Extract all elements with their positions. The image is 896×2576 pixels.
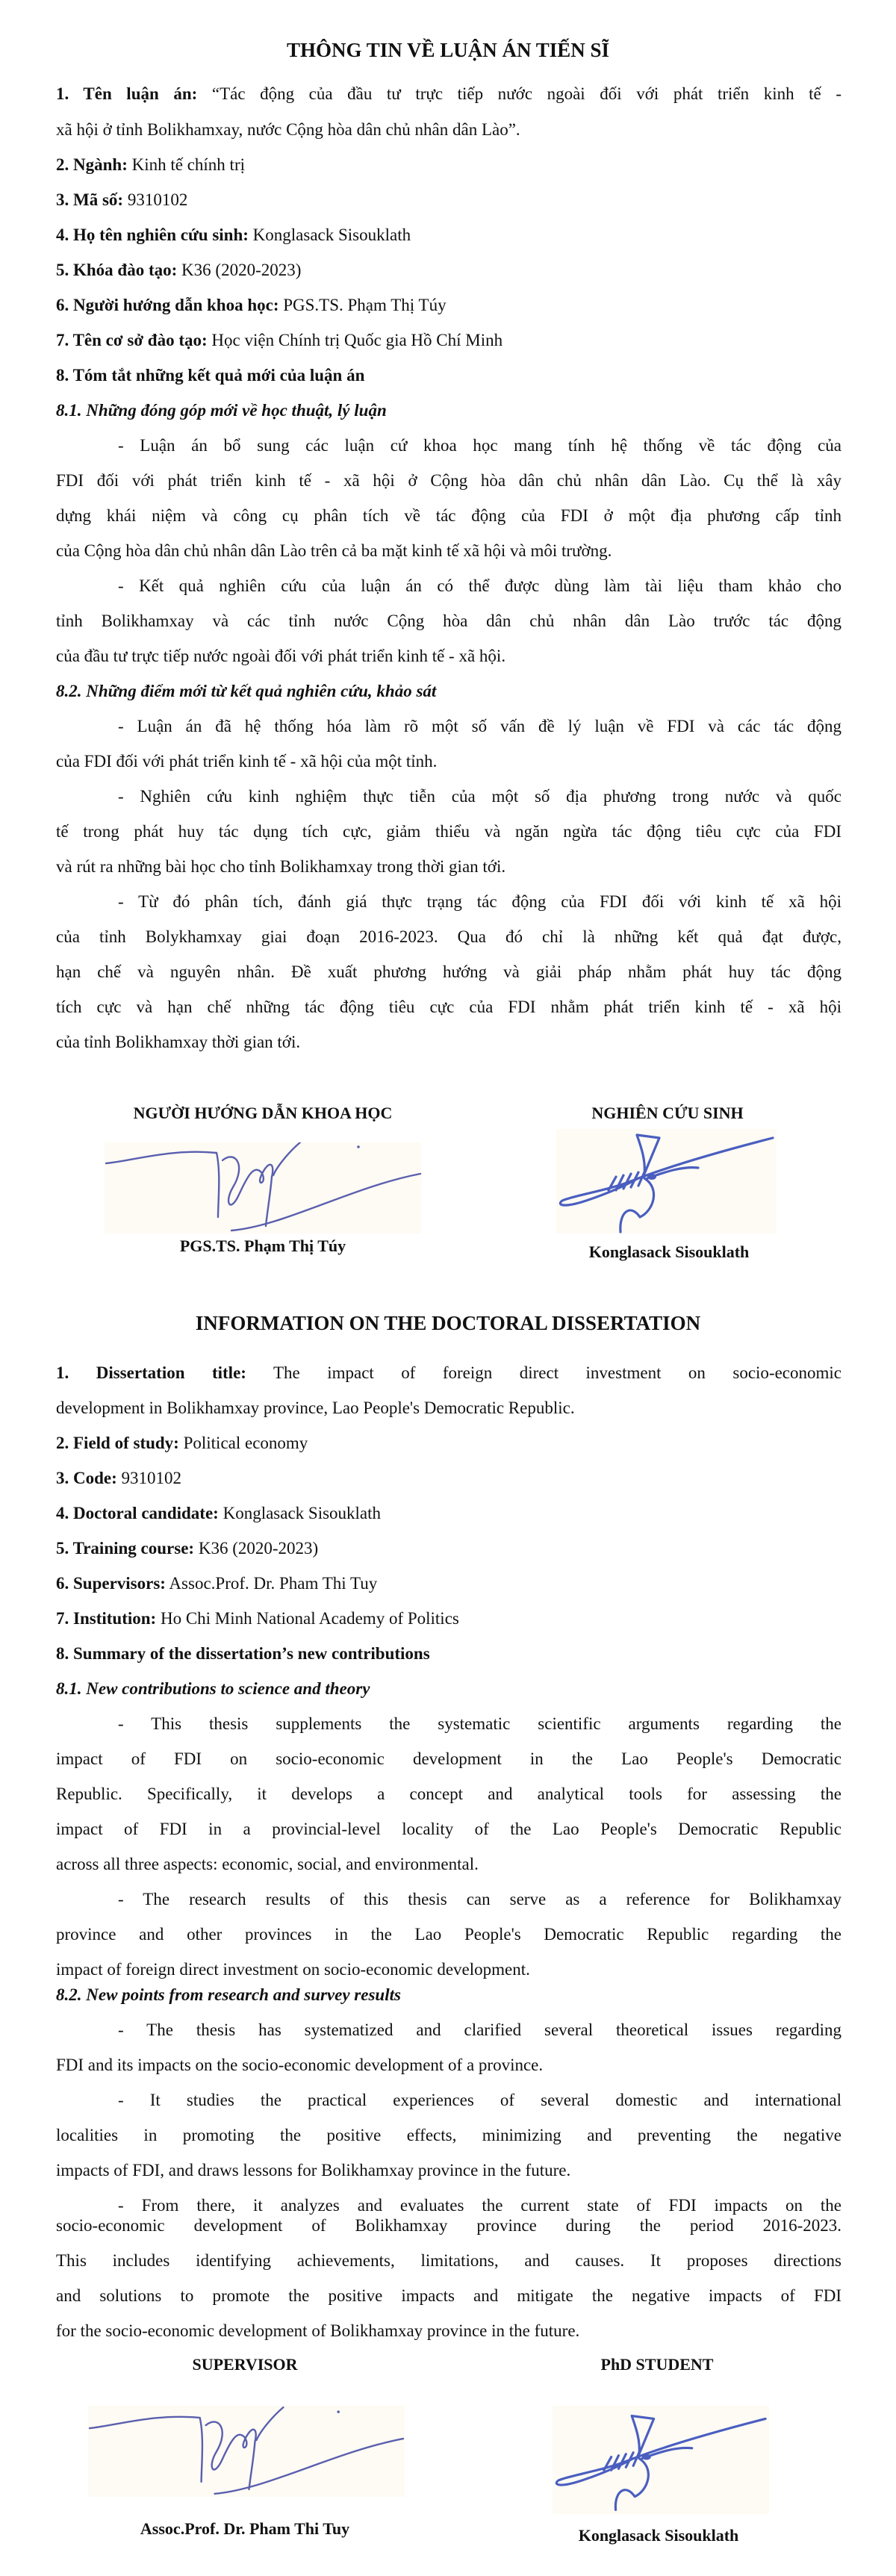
info-item-institution-vi <box>56 330 841 351</box>
paragraph-line: - The research results of this thesis can serve as a reference for Bolikhamxay <box>118 1890 841 1908</box>
section-heading-8-2-vi: 8.2. Những điểm mới từ kết quả nghiên cứu, khảo sát <box>56 682 437 700</box>
item-value: K36 (2020-2023) <box>177 261 302 279</box>
paragraph-line: - Từ đó phân tích, đánh giá thực trạng tác động của FDI đối với kinh tế xã hội <box>118 892 841 911</box>
signature-dot <box>357 1145 360 1148</box>
paragraph-line: của đầu tư trực tiếp nước ngoài đối với phát triển kinh tế - xã hội. <box>56 647 506 665</box>
paragraph-line: tỉnh Bolikhamxay và các tỉnh nước Cộng hòa dân chủ nhân dân Lào trước tác động <box>56 612 841 630</box>
paragraph-line: tế trong phát huy tác dụng tích cực, giảm thiểu và ngăn ngừa tác động tiêu cực của FDI <box>56 822 841 841</box>
paragraph-line: FDI đối với phát triển kinh tế - xã hội ở Cộng hòa dân chủ nhân dân Lào. Cụ thể là xây <box>56 471 841 490</box>
item-label: 8. Tóm tắt những kết quả mới của luận án <box>56 366 365 385</box>
student-name-en: Konglasack Sisouklath <box>578 2526 739 2545</box>
section-heading-8-1-en: 8.1. New contributions to science and theory <box>56 1679 370 1698</box>
item-label: 4. Doctoral candidate: <box>56 1504 219 1522</box>
info-item-candidate-en <box>56 1503 841 1524</box>
info-item-title-vi-cont: xã hội ở tỉnh Bolikhamxay, nước Cộng hòa dân chủ nhân dân Lào”. <box>56 120 520 139</box>
section-heading-8-1-vi: 8.1. Những đóng góp mới về học thuật, lý luận <box>56 401 387 420</box>
item-value: The impact of foreign direct investment on socio-economic <box>246 1363 841 1382</box>
info-item-code-vi <box>56 190 841 211</box>
paragraph-line: province and other provinces in the Lao People's Democratic Republic regarding the <box>56 1925 841 1944</box>
item-value: Kinh tế chính trị <box>127 155 245 174</box>
supervisor-signature-icon <box>105 1142 422 1233</box>
item-value: Political economy <box>178 1434 308 1452</box>
student-signature-icon <box>556 1129 777 1233</box>
supervisor-signature-en <box>88 2406 405 2497</box>
supervisor-name-vi: PGS.TS. Phạm Thị Túy <box>179 1236 346 1255</box>
item-value: “Tác động của đầu tư trực tiếp nước ngoài đối với phát triển kinh tế - <box>197 84 841 103</box>
signature-dot <box>337 2410 340 2413</box>
supervisor-signature-vi <box>105 1142 422 1233</box>
paragraph-line: - Kết quả nghiên cứu của luận án có thể được dùng làm tài liệu tham khảo cho <box>118 576 841 595</box>
paragraph-line: impact of FDI on socio-economic development in the Lao People's Democratic <box>56 1749 841 1768</box>
student-heading-en: PhD STUDENT <box>600 2355 714 2374</box>
item-value: Học viện Chính trị Quốc gia Hồ Chí Minh <box>207 331 503 349</box>
item-value: Konglasack Sisouklath <box>218 1504 382 1522</box>
item-value: K36 (2020-2023) <box>194 1539 319 1558</box>
item-value: Assoc.Prof. Dr. Pham Thi Tuy <box>165 1574 378 1593</box>
signature-blot <box>642 2454 651 2460</box>
student-signature-icon <box>553 2406 769 2514</box>
paragraph-line: - Nghiên cứu kinh nghiệm thực tiễn của một số địa phương trong nước và quốc <box>118 787 841 806</box>
info-item-field-vi <box>56 155 841 175</box>
paragraph-line: tích cực và hạn chế những tác động tiêu cực của FDI nhằm phát triển kinh tế - xã hội <box>56 998 841 1016</box>
paragraph-line: của tỉnh Bolikhamxay thời gian tới. <box>56 1033 301 1051</box>
paragraph-line: impacts of FDI, and draws lessons for Bolikhamxay province in the future. <box>56 2161 571 2180</box>
item-value: 9310102 <box>123 190 188 209</box>
info-item-candidate-vi <box>56 225 841 246</box>
info-item-institution-en <box>56 1608 841 1629</box>
item-label: 7. Institution: <box>56 1609 157 1628</box>
paragraph-line: impact of foreign direct investment on socio-economic development. <box>56 1960 530 1979</box>
item-value: Konglasack Sisouklath <box>248 225 411 244</box>
paragraph-line: của FDI đối với phát triển kinh tế - xã hội của một tỉnh. <box>56 752 438 771</box>
info-item-title-en <box>56 1363 841 1384</box>
page-title-vi: THÔNG TIN VỀ LUẬN ÁN TIẾN SĨ <box>286 39 610 61</box>
paragraph-line: - This thesis supplements the systematic scientific arguments regarding the <box>118 1714 841 1733</box>
paragraph-line: - It studies the practical experiences of several domestic and international <box>118 2091 841 2109</box>
item-label: 1. Dissertation title: <box>56 1363 246 1382</box>
paragraph-line: - Luận án bổ sung các luận cứ khoa học mang tính hệ thống về tác động của <box>118 436 841 455</box>
paragraph-line: Republic. Specifically, it develops a concept and analytical tools for assessing the <box>56 1785 841 1803</box>
paragraph-line: This includes identifying achievements, limitations, and causes. It proposes directions <box>56 2251 841 2270</box>
paragraph-line: localities in promoting the positive effects, minimizing and preventing the negative <box>56 2126 841 2144</box>
supervisor-signature-icon <box>88 2406 405 2497</box>
supervisor-heading-en: SUPERVISOR <box>192 2355 298 2374</box>
item-label: 4. Họ tên nghiên cứu sinh: <box>56 225 249 244</box>
paragraph-line: impact of FDI in a provincial-level locality of the Lao People's Democratic Republic <box>56 1820 841 1838</box>
supervisor-name-en: Assoc.Prof. Dr. Pham Thi Tuy <box>140 2519 350 2538</box>
paragraph-line: for the socio-economic development of Bolikhamxay province in the future. <box>56 2321 580 2340</box>
item-label: 3. Mã số: <box>56 190 124 209</box>
info-item-code-en <box>56 1468 841 1489</box>
paragraph-line: FDI and its impacts on the socio-economic development of a province. <box>56 2056 544 2074</box>
paragraph-line: và rút ra những bài học cho tỉnh Bolikhamxay trong thời gian tới. <box>56 857 506 876</box>
info-item-title-vi <box>56 84 841 105</box>
paragraph-line: - Luận án đã hệ thống hóa làm rõ một số vấn đề lý luận về FDI và các tác động <box>118 717 841 735</box>
info-item-summary-vi <box>56 365 841 386</box>
paragraph-line: - The thesis has systematized and clarified several theoretical issues regarding <box>118 2020 841 2039</box>
paragraph-line: dựng khái niệm và công cụ phân tích về tác động của FDI ở một địa phương cấp tỉnh <box>56 506 841 525</box>
paragraph-line: của tỉnh Bolykhamxay giai đoạn 2016-2023. Qua đó chỉ là những kết quả đạt được, <box>56 927 841 946</box>
info-item-course-en <box>56 1538 841 1559</box>
info-item-course-vi <box>56 260 841 281</box>
item-label: 3. Code: <box>56 1469 117 1487</box>
item-label: 5. Training course: <box>56 1539 195 1558</box>
info-item-field-en <box>56 1433 841 1454</box>
paragraph-line: across all three aspects: economic, social, and environmental. <box>56 1855 479 1873</box>
supervisor-heading-vi: NGƯỜI HƯỚNG DẪN KHOA HỌC <box>133 1104 393 1122</box>
page-title-en: INFORMATION ON THE DOCTORAL DISSERTATION <box>195 1312 701 1334</box>
section-heading-8-2-en: 8.2. New points from research and survey results <box>56 1985 401 2004</box>
item-value: PGS.TS. Phạm Thị Túy <box>279 296 447 314</box>
item-label: 6. Người hướng dẫn khoa học: <box>56 296 279 314</box>
info-item-title-en-cont: development in Bolikhamxay province, Lao People's Democratic Republic. <box>56 1399 575 1417</box>
student-signature-vi <box>556 1129 777 1233</box>
info-item-summary-en <box>56 1643 841 1664</box>
paragraph-line: and solutions to promote the positive impacts and mitigate the negative impacts of FDI <box>56 2286 841 2305</box>
student-signature-en <box>553 2406 769 2514</box>
signature-blot <box>647 1174 656 1180</box>
item-value: 9310102 <box>116 1469 182 1487</box>
item-label: 7. Tên cơ sở đào tạo: <box>56 331 208 349</box>
item-label: 6. Supervisors: <box>56 1574 166 1593</box>
info-item-supervisor-en <box>56 1573 841 1594</box>
item-label: 2. Field of study: <box>56 1434 179 1452</box>
paragraph-line: socio-economic development of Bolikhamxay province during the period 2016-2023. <box>56 2216 841 2235</box>
student-heading-vi: NGHIÊN CỨU SINH <box>591 1104 744 1122</box>
info-item-supervisor-vi <box>56 295 841 316</box>
item-value: Ho Chi Minh National Academy of Politics <box>156 1609 459 1628</box>
paragraph-line: hạn chế và nguyên nhân. Đề xuất phương hướng và giải pháp nhằm phát huy tác động <box>56 962 841 981</box>
paragraph-line: - From there, it analyzes and evaluates the current state of FDI impacts on the <box>118 2196 841 2215</box>
item-label: 2. Ngành: <box>56 155 128 174</box>
item-label: 5. Khóa đào tạo: <box>56 261 178 279</box>
item-label: 8. Summary of the dissertation’s new contributions <box>56 1644 430 1663</box>
student-name-vi: Konglasack Sisouklath <box>588 1242 750 1261</box>
paragraph-line: của Cộng hòa dân chủ nhân dân Lào trên cả ba mặt kinh tế xã hội và môi trường. <box>56 541 612 560</box>
item-label: 1. Tên luận án: <box>56 84 198 103</box>
